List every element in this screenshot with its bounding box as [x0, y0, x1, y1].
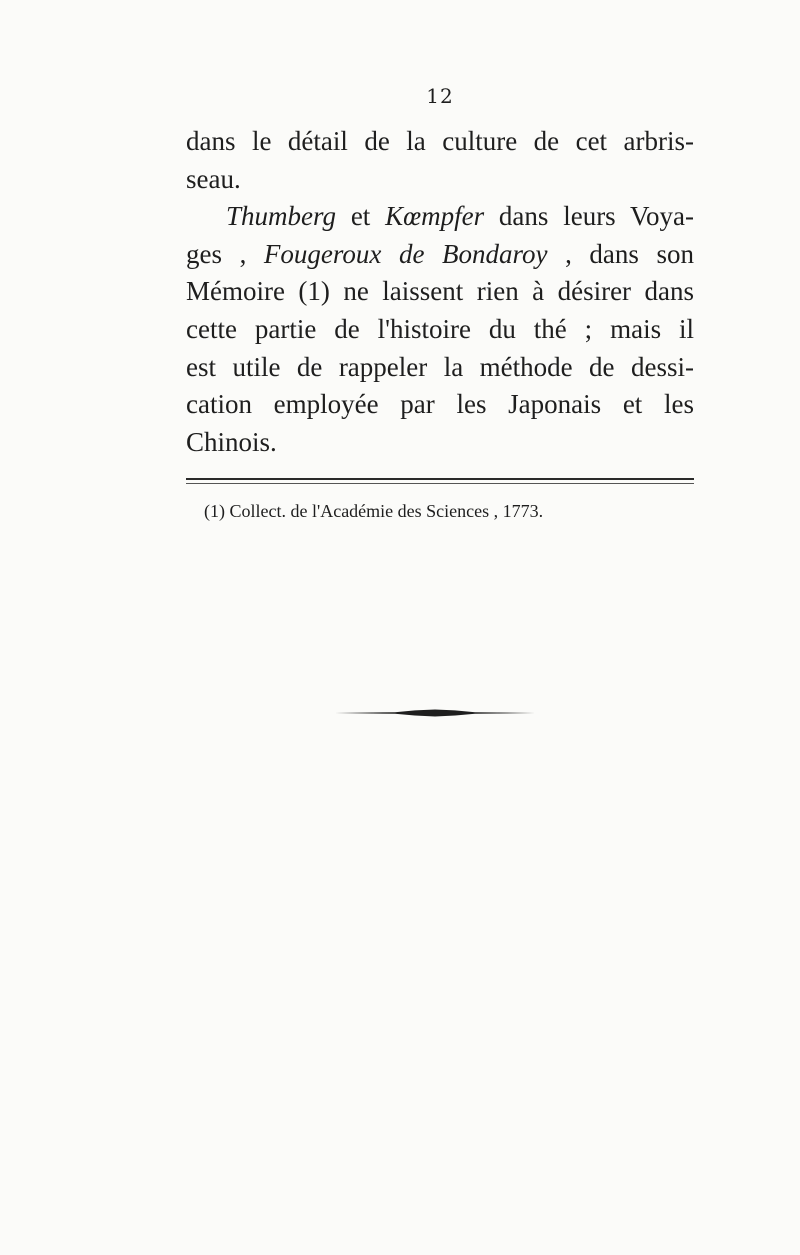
text-fragment: et [336, 201, 386, 232]
tailpiece-ornament [335, 703, 535, 723]
text-line [186, 236, 694, 274]
text-line: cation employée par les Japonais et les [186, 389, 694, 420]
text-line: Chinois. [186, 426, 277, 457]
text-line: seau. [186, 163, 241, 194]
page-number: 12 [426, 84, 454, 108]
text-line: cette partie de l'histoire du thé ; mais il [186, 313, 694, 344]
text-fragment: ges , [186, 238, 264, 269]
footnote-divider-thin [186, 483, 694, 484]
footnote-divider [186, 478, 694, 480]
text-line: est utile de rappeler la méthode de dessi- [186, 351, 694, 382]
text-line: Mémoire (1) ne laissent rien à désirer dans [186, 276, 694, 307]
main-text [186, 123, 694, 461]
author-name: Thumberg [226, 201, 337, 232]
text-line: dans le détail de la culture de cet arbris- [186, 126, 694, 156]
author-name: Kœmpfer [385, 201, 485, 232]
text-fragment: dans leurs Voya- [484, 201, 694, 232]
footnote: (1) Collect. de l'Académie des Sciences , 1773. [204, 501, 544, 521]
text-line [186, 198, 694, 236]
text-fragment: , dans son [547, 238, 694, 269]
author-name: Fougeroux de Bondaroy [263, 238, 548, 269]
